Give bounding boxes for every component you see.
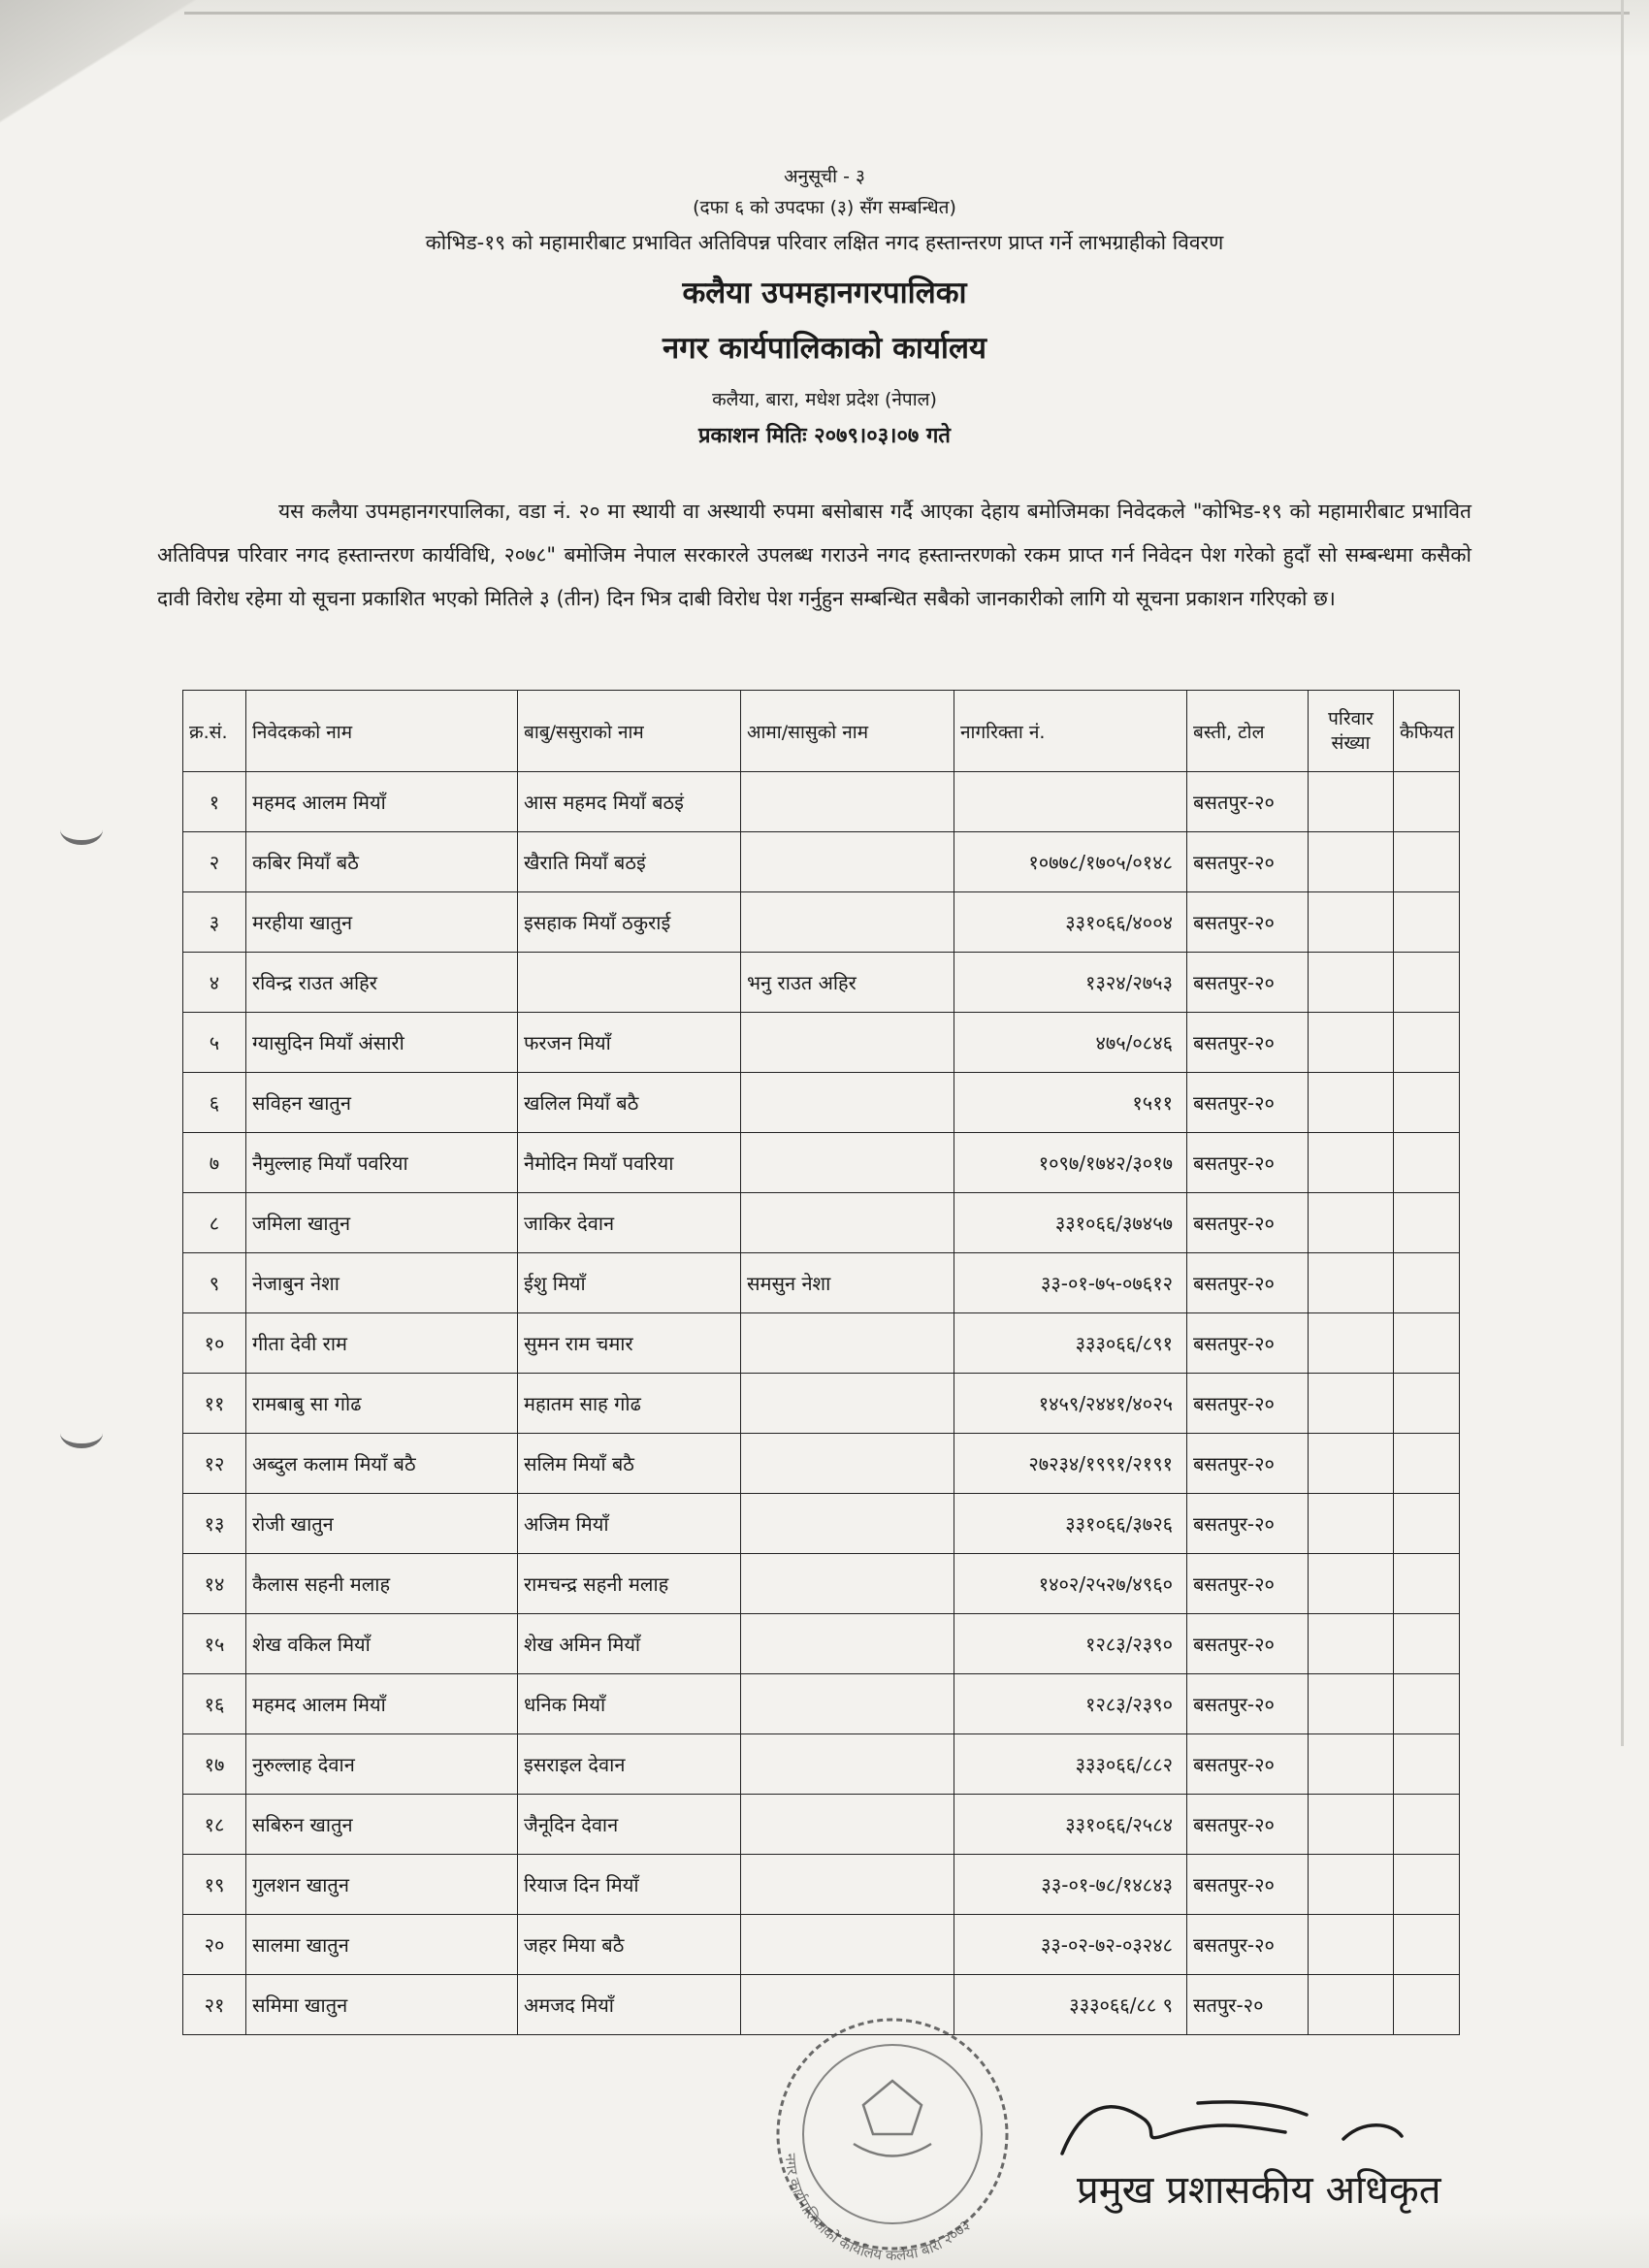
cell-father: ईशु मियाँ [518,1253,741,1313]
cell-mother [741,1013,954,1073]
cell-father [518,953,741,1013]
table-row [183,1614,1460,1674]
table-row [183,1313,1460,1374]
cell-serial: ५ [183,1013,246,1073]
cell-father: सुमन राम चमार [518,1313,741,1374]
cell-serial: १७ [183,1734,246,1795]
cell-citizenship: ३३३०६६/८८२ [954,1734,1187,1795]
cell-family-size [1309,1855,1394,1915]
cell-address: बसतपुर-२० [1187,1674,1309,1734]
cell-remarks [1394,1494,1460,1554]
cell-address: बसतपुर-२० [1187,1494,1309,1554]
punch-hole-bottom [60,1418,103,1448]
cell-remarks [1394,1734,1460,1795]
cell-father: रियाज दिन मियाँ [518,1855,741,1915]
cell-family-size [1309,1795,1394,1855]
publication-date: प्रकाशन मितिः २०७९।०३।०७ गते [698,424,951,448]
cell-family-size [1309,1554,1394,1614]
cell-remarks [1394,1614,1460,1674]
cell-family-size [1309,1013,1394,1073]
municipality-name: कलैया उपमहानगरपालिका [682,275,967,310]
cell-father: सलिम मियाँ बठै [518,1434,741,1494]
cell-serial: ११ [183,1374,246,1434]
cell-applicant: जमिला खातुन [246,1193,518,1253]
cell-address: बसतपुर-२० [1187,1434,1309,1494]
cell-citizenship: १२८३/२३९० [954,1614,1187,1674]
cell-family-size [1309,1494,1394,1554]
cell-father: अजिम मियाँ [518,1494,741,1554]
cell-family-size [1309,1073,1394,1133]
cell-serial: १० [183,1313,246,1374]
cell-address: बसतपुर-२० [1187,953,1309,1013]
cell-serial: २ [183,832,246,892]
cell-serial: १ [183,772,246,832]
table-header-row [183,691,1460,772]
table-row [183,1133,1460,1193]
cell-mother [741,1855,954,1915]
office-name: नगर कार्यपालिकाको कार्यालय [663,331,986,366]
table-row [183,1434,1460,1494]
cell-father: फरजन मियाँ [518,1013,741,1073]
cell-family-size [1309,772,1394,832]
cell-father: आस महमद मियाँ बठइं [518,772,741,832]
header-remarks: कैफियत [1394,691,1460,772]
cell-serial: १३ [183,1494,246,1554]
cell-address: बसतपुर-२० [1187,1915,1309,1975]
table-row [183,1193,1460,1253]
cell-applicant: रामबाबु सा गोढ [246,1374,518,1434]
folded-corner [0,0,242,165]
cell-remarks [1394,1193,1460,1253]
cell-applicant: नुरुल्लाह देवान [246,1734,518,1795]
cell-serial: १८ [183,1795,246,1855]
schedule-label: अनुसूची - ३ [784,166,865,187]
cell-remarks [1394,1133,1460,1193]
document-subject: कोभिड-१९ को महामारीबाट प्रभावित अतिविपन्न परिवार लक्षित नगद हस्तान्तरण प्राप्त गर्ने लाभग्राहीको विवरण [425,231,1224,254]
cell-citizenship: १५११ [954,1073,1187,1133]
cell-remarks [1394,1013,1460,1073]
table-row [183,1253,1460,1313]
header-serial: क्र.सं. [183,691,246,772]
cell-remarks [1394,772,1460,832]
header-family-size [1309,691,1394,772]
cell-citizenship: १४५९/२४४१/४०२५ [954,1374,1187,1434]
cell-applicant: गीता देवी राम [246,1313,518,1374]
cell-mother [741,1133,954,1193]
cell-address: बसतपुर-२० [1187,1795,1309,1855]
cell-father: जाकिर देवान [518,1193,741,1253]
cell-serial: ८ [183,1193,246,1253]
cell-address: बसतपुर-२० [1187,832,1309,892]
cell-citizenship: ३३१०६६/३७२६ [954,1494,1187,1554]
cell-address: बसतपुर-२० [1187,1013,1309,1073]
table-row [183,1073,1460,1133]
cell-father: इसहाक मियाँ ठकुराई [518,892,741,953]
cell-applicant: महमद आलम मियाँ [246,1674,518,1734]
cell-mother [741,1434,954,1494]
cell-applicant: समिमा खातुन [246,1975,518,2035]
cell-family-size [1309,892,1394,953]
cell-mother [741,1313,954,1374]
cell-applicant: शेख वकिल मियाँ [246,1614,518,1674]
seal-text: नगर कार्यपालिकाको कार्यालय कलैया बारा २०७३ [781,2153,974,2265]
cell-father: धनिक मियाँ [518,1674,741,1734]
cell-remarks [1394,1374,1460,1434]
cell-family-size [1309,1975,1394,2035]
cell-applicant: रविन्द्र राउत अहिर [246,953,518,1013]
cell-family-size [1309,953,1394,1013]
cell-remarks [1394,1915,1460,1975]
cell-family-size [1309,1434,1394,1494]
cell-applicant: मरहीया खातुन [246,892,518,953]
cell-serial: २१ [183,1975,246,2035]
cell-serial: ६ [183,1073,246,1133]
cell-mother [741,1674,954,1734]
cell-applicant: नैमुल्लाह मियाँ पवरिया [246,1133,518,1193]
table-row [183,1795,1460,1855]
cell-father: खैराति मियाँ बठइं [518,832,741,892]
table-row [183,1494,1460,1554]
cell-citizenship: १२८३/२३९० [954,1674,1187,1734]
cell-family-size [1309,1374,1394,1434]
cell-serial: १६ [183,1674,246,1734]
cell-remarks [1394,1855,1460,1915]
table-row [183,892,1460,953]
cell-address: बसतपुर-२० [1187,1133,1309,1193]
cell-family-size [1309,1313,1394,1374]
cell-mother [741,1915,954,1975]
cell-mother [741,1614,954,1674]
cell-address: बसतपुर-२० [1187,772,1309,832]
official-designation: प्रमुख प्रशासकीय अधिकृत [1077,2168,1441,2213]
cell-address: बसतपुर-२० [1187,1614,1309,1674]
cell-serial: ७ [183,1133,246,1193]
table-row [183,1374,1460,1434]
cell-serial: १४ [183,1554,246,1614]
cell-father: जहर मिया बठै [518,1915,741,1975]
cell-remarks [1394,1434,1460,1494]
cell-remarks [1394,1313,1460,1374]
cell-remarks [1394,1253,1460,1313]
cell-applicant: सालमा खातुन [246,1915,518,1975]
cell-mother [741,772,954,832]
cell-father: महातम साह गोढ [518,1374,741,1434]
cell-address: बसतपुर-२० [1187,1554,1309,1614]
cell-father: खलिल मियाँ बठै [518,1073,741,1133]
cell-mother [741,1193,954,1253]
cell-applicant: रोजी खातुन [246,1494,518,1554]
cell-applicant: ग्यासुदिन मियाँ अंसारी [246,1013,518,1073]
cell-address: बसतपुर-२० [1187,1193,1309,1253]
header-father: बाबु/ससुराको नाम [518,691,741,772]
cell-serial: ४ [183,953,246,1013]
table-row [183,1013,1460,1073]
cell-father: जैनूदिन देवान [518,1795,741,1855]
table-row [183,953,1460,1013]
punch-hole-top [60,815,103,845]
cell-mother [741,1795,954,1855]
cell-family-size [1309,1133,1394,1193]
clause-reference: (दफा ६ को उपदफा (३) सँग सम्बन्धित) [693,197,956,218]
cell-address: बसतपुर-२० [1187,1734,1309,1795]
cell-serial: २० [183,1915,246,1975]
scan-right-edge [1621,0,1624,1746]
cell-citizenship: ३३-०२-७२-०३२४८ [954,1915,1187,1975]
cell-remarks [1394,1073,1460,1133]
cell-remarks [1394,1554,1460,1614]
cell-applicant: कबिर मियाँ बठै [246,832,518,892]
header-mother: आमा/सासुको नाम [741,691,954,772]
cell-citizenship: २७२३४/१९९१/२१९१ [954,1434,1187,1494]
table-row [183,1554,1460,1614]
cell-family-size [1309,1734,1394,1795]
cell-citizenship: ३३१०६६/२५८४ [954,1795,1187,1855]
table-row [183,772,1460,832]
cell-mother [741,1734,954,1795]
cell-citizenship [954,772,1187,832]
cell-family-size [1309,1614,1394,1674]
office-address: कलैया, बारा, मधेश प्रदेश (नेपाल) [712,389,937,410]
cell-mother [741,1374,954,1434]
table-row [183,1674,1460,1734]
cell-address: बसतपुर-२० [1187,1073,1309,1133]
table-row [183,832,1460,892]
scan-top-edge [184,12,1630,15]
cell-mother [741,832,954,892]
cell-citizenship: ३३-०१-७८/१४८४३ [954,1855,1187,1915]
cell-applicant: नेजाबुन नेशा [246,1253,518,1313]
notice-paragraph: यस कलैया उपमहानगरपालिका, वडा नं. २० मा स्थायी वा अस्थायी रुपमा बसोबास गर्दै आएका देहाय बमोजिमका निवेदकले "कोभिड-१९ को महामारीबाट प्रभावित अतिविपन्न परिवार नगद हस्तान्तरण कार्यविधि, २०७८" बमोजिम नेपाल सरकारले उपलब्ध गराउने नगद हस्तान्तरणको रकम प्राप्त गर्न निवेदन पेश गरेको हुदाँ सो सम्बन्धमा कसैको दावी विरोध रहेमा यो सूचना प्रकाशित भएको मितिले ३ (तीन) दिन भित्र दाबी विरोध पेश गर्नुहुन सम्बन्धित सबैको जानकारीको लागि यो सूचना प्रकाशन गरिएको छ। [157,500,1471,610]
handwritten-signature [1052,2086,1460,2173]
cell-mother: समसुन नेशा [741,1253,954,1313]
cell-mother: भनु राउत अहिर [741,953,954,1013]
cell-address: बसतपुर-२० [1187,1855,1309,1915]
cell-family-size [1309,1193,1394,1253]
cell-father: अमजद मियाँ [518,1975,741,2035]
cell-applicant: गुलशन खातुन [246,1855,518,1915]
header-applicant: निवेदकको नाम [246,691,518,772]
cell-serial: १९ [183,1855,246,1915]
cell-serial: १५ [183,1614,246,1674]
cell-citizenship: १०९७/१७४२/३०१७ [954,1133,1187,1193]
cell-mother [741,892,954,953]
cell-citizenship: १०७७८/१७०५/०१४८ [954,832,1187,892]
header-family-line2: संख्या [1331,731,1371,754]
cell-father: रामचन्द्र सहनी मलाह [518,1554,741,1614]
cell-citizenship: ३३३०६६/८८ ९ [954,1975,1187,2035]
table-row [183,1915,1460,1975]
cell-family-size [1309,1915,1394,1975]
cell-family-size [1309,832,1394,892]
table-body [183,772,1460,2035]
cell-citizenship: ४७५/०८४६ [954,1013,1187,1073]
cell-family-size [1309,1674,1394,1734]
cell-applicant: महमद आलम मियाँ [246,772,518,832]
cell-citizenship: ३३-०१-७५-०७६१२ [954,1253,1187,1313]
cell-address: सतपुर-२० [1187,1975,1309,2035]
table-row [183,1734,1460,1795]
cell-mother [741,1073,954,1133]
cell-address: बसतपुर-२० [1187,1313,1309,1374]
cell-serial: ३ [183,892,246,953]
cell-address: बसतपुर-२० [1187,1253,1309,1313]
cell-mother [741,1554,954,1614]
cell-applicant: अब्दुल कलाम मियाँ बठै [246,1434,518,1494]
office-seal [747,1989,1038,2268]
cell-remarks [1394,953,1460,1013]
cell-serial: ९ [183,1253,246,1313]
cell-serial: १२ [183,1434,246,1494]
table-row [183,1855,1460,1915]
header-citizenship: नागरिक्ता नं. [954,691,1187,772]
cell-citizenship: १४०२/२५२७/४९६० [954,1554,1187,1614]
cell-remarks [1394,1674,1460,1734]
cell-citizenship: ३३१०६६/३७४५७ [954,1193,1187,1253]
cell-applicant: सबिरुन खातुन [246,1795,518,1855]
cell-mother [741,1494,954,1554]
cell-address: बसतपुर-२० [1187,1374,1309,1434]
cell-remarks [1394,832,1460,892]
cell-remarks [1394,892,1460,953]
cell-address: बसतपुर-२० [1187,892,1309,953]
cell-father: नैमोदिन मियाँ पवरिया [518,1133,741,1193]
cell-family-size [1309,1253,1394,1313]
cell-citizenship: १३२४/२७५३ [954,953,1187,1013]
header-family-line1: परिवार [1328,707,1374,729]
cell-citizenship: ३३१०६६/४००४ [954,892,1187,953]
cell-remarks [1394,1795,1460,1855]
cell-father: शेख अमिन मियाँ [518,1614,741,1674]
beneficiary-table [182,690,1460,2035]
cell-citizenship: ३३३०६६/८९१ [954,1313,1187,1374]
cell-father: इसराइल देवान [518,1734,741,1795]
cell-applicant: सविहन खातुन [246,1073,518,1133]
cell-applicant: कैलास सहनी मलाह [246,1554,518,1614]
header-address: बस्ती, टोल [1187,691,1309,772]
cell-remarks [1394,1975,1460,2035]
